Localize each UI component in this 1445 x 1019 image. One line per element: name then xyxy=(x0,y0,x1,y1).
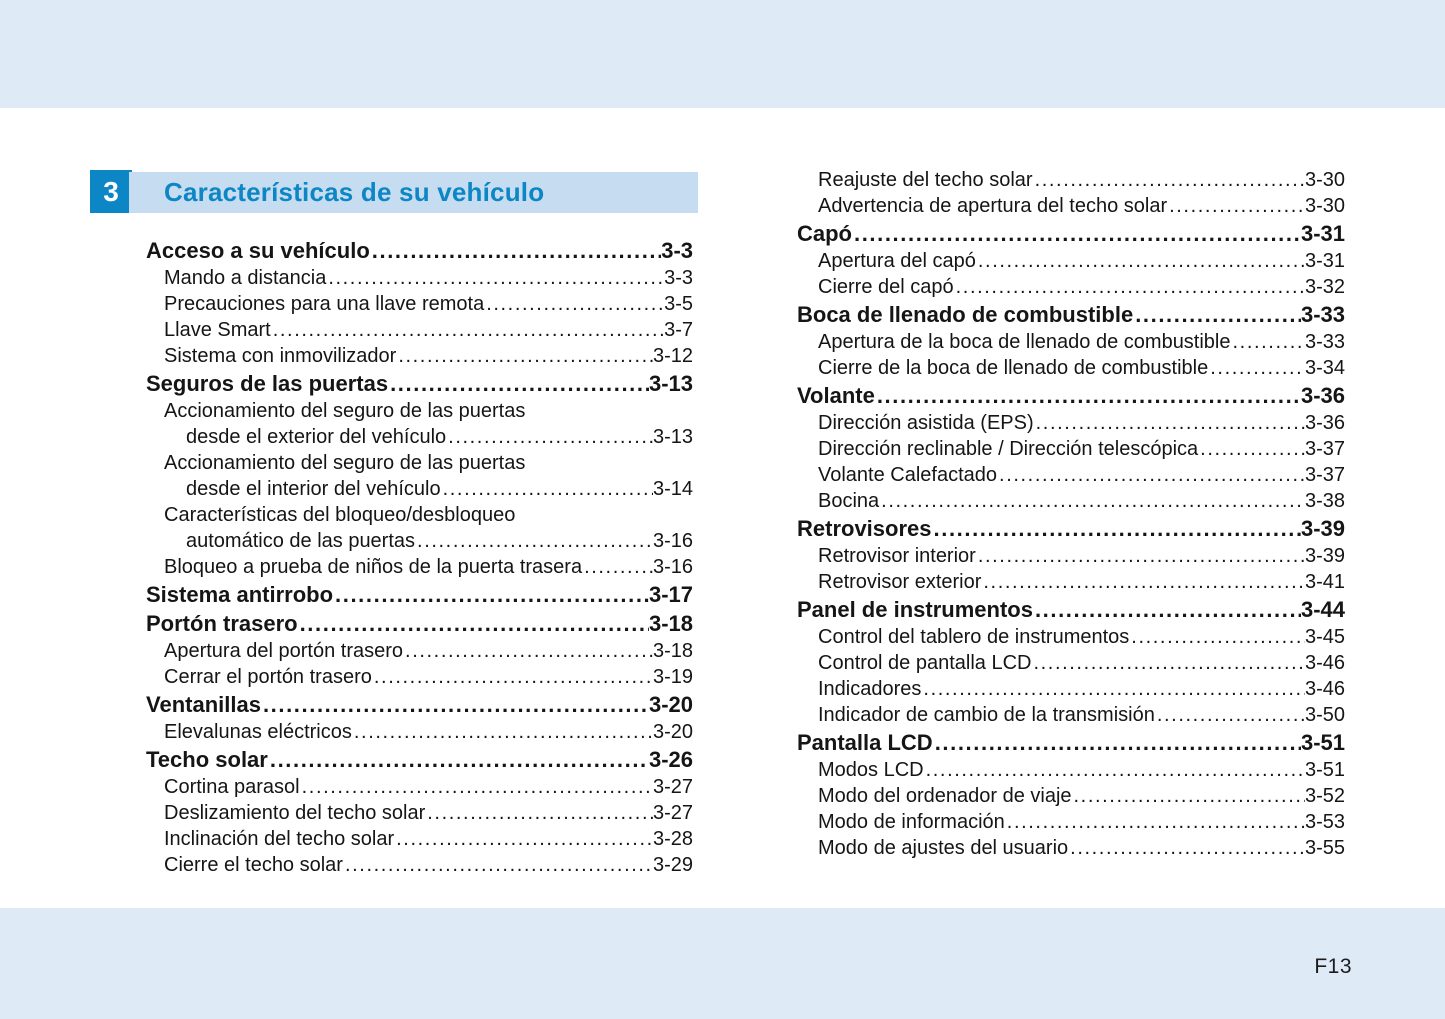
toc-section-entry xyxy=(146,745,693,774)
toc-entry-page: 3-16 xyxy=(652,556,693,578)
toc-entry-page: 3-27 xyxy=(652,802,693,824)
toc-entry-label: Características del bloqueo/desbloqueo xyxy=(164,504,516,526)
toc-sub-entry xyxy=(797,355,1345,381)
toc-sub-entry xyxy=(797,248,1345,274)
chapter-title: Características de su vehículo xyxy=(164,177,545,207)
toc-entry-label: Indicadores xyxy=(818,678,922,700)
toc-section-entry xyxy=(146,369,693,398)
chapter-number-box xyxy=(90,170,132,213)
dot-leader xyxy=(354,719,653,745)
toc-entry-page: 3-5 xyxy=(664,293,693,315)
toc-entry-label: Volante Calefactado xyxy=(818,464,998,486)
toc-entry-page: 3-18 xyxy=(648,611,693,636)
dot-leader xyxy=(926,757,1305,783)
dot-leader xyxy=(1169,193,1305,219)
toc-section-entry xyxy=(797,381,1345,410)
dot-leader xyxy=(374,664,653,690)
toc-sub-entry xyxy=(797,624,1345,650)
toc-sub-entry xyxy=(146,343,693,369)
toc-entry-page: 3-39 xyxy=(1300,516,1345,541)
dot-leader xyxy=(1131,624,1305,650)
toc-entry-page: 3-13 xyxy=(648,371,693,396)
dot-leader xyxy=(486,291,664,317)
toc-entry-label: Modo de información xyxy=(818,811,1005,833)
toc-entry-label: Sistema antirrobo xyxy=(146,582,334,607)
dot-leader xyxy=(978,248,1305,274)
dot-leader xyxy=(1007,809,1305,835)
dot-leader xyxy=(923,676,1305,702)
toc-entry-page: 3-52 xyxy=(1304,785,1345,807)
toc-entry-page: 3-3 xyxy=(661,238,693,263)
toc-section-entry xyxy=(146,236,693,265)
toc-entry-label: Retrovisor interior xyxy=(818,545,976,567)
dot-leader xyxy=(983,569,1305,595)
page-number: F13 xyxy=(1314,955,1352,978)
dot-leader xyxy=(1200,436,1305,462)
dot-leader xyxy=(1033,650,1305,676)
toc-entry-label: Advertencia de apertura del techo solar xyxy=(818,195,1168,217)
toc-entry-page: 3-36 xyxy=(1304,412,1345,434)
toc-entry-page: 3-20 xyxy=(652,721,693,743)
dot-leader xyxy=(877,381,1301,410)
toc-entry-label: Sistema con inmovilizador xyxy=(164,345,397,367)
toc-section-entry xyxy=(146,609,693,638)
toc-sub-entry xyxy=(146,476,693,502)
toc-entry-label: Apertura del portón trasero xyxy=(164,640,404,662)
toc-entry-page: 3-45 xyxy=(1304,626,1345,648)
dot-leader xyxy=(1035,595,1301,624)
toc-entry-page: 3-44 xyxy=(1300,597,1345,622)
toc-entry-label: Cierre el techo solar xyxy=(164,854,343,876)
toc-entry-label: Capó xyxy=(797,221,852,246)
toc-entry-page: 3-51 xyxy=(1304,759,1345,781)
toc-sub-entry xyxy=(797,274,1345,300)
dot-leader xyxy=(1074,783,1305,809)
dot-leader xyxy=(978,543,1305,569)
dot-leader xyxy=(390,369,649,398)
toc-section-entry xyxy=(797,595,1345,624)
toc-sub-entry xyxy=(146,852,693,878)
toc-sub-entry xyxy=(797,650,1345,676)
toc-entry-label: Techo solar xyxy=(146,747,268,772)
toc-entry-label: Inclinación del techo solar xyxy=(164,828,395,850)
toc-entry-label: Volante xyxy=(797,383,875,408)
toc-entry-page: 3-19 xyxy=(652,666,693,688)
toc-entry-label: Portón trasero xyxy=(146,611,298,636)
toc-entry-label: desde el interior del vehículo xyxy=(186,478,441,500)
toc-entry-page: 3-26 xyxy=(648,747,693,772)
toc-sub-entry xyxy=(797,543,1345,569)
toc-entry-page: 3-31 xyxy=(1304,250,1345,272)
toc-entry-label: Seguros de las puertas xyxy=(146,371,389,396)
toc-column-left xyxy=(146,236,693,878)
toc-sub-entry xyxy=(797,835,1345,861)
toc-entry-label: Modos LCD xyxy=(818,759,924,781)
toc-sub-entry xyxy=(797,462,1345,488)
toc-sub-entry xyxy=(797,702,1345,728)
dot-leader xyxy=(956,274,1305,300)
toc-sub-entry xyxy=(146,638,693,664)
toc-entry-label: Retrovisor exterior xyxy=(818,571,982,593)
toc-entry-label: Indicador de cambio de la transmisión xyxy=(818,704,1155,726)
toc-entry-label: Cortina parasol xyxy=(164,776,300,798)
toc-entry-page: 3-39 xyxy=(1304,545,1345,567)
dot-leader xyxy=(934,514,1301,543)
toc-entry-page: 3-28 xyxy=(652,828,693,850)
toc-entry-label: Llave Smart xyxy=(164,319,271,341)
toc-entry-page: 3-37 xyxy=(1304,464,1345,486)
dot-leader xyxy=(1135,300,1301,329)
dot-leader xyxy=(1036,410,1305,436)
dot-leader xyxy=(270,745,649,774)
toc-entry-page: 3-30 xyxy=(1304,195,1345,217)
toc-entry-page: 3-20 xyxy=(648,692,693,717)
toc-sub-entry xyxy=(146,424,693,450)
toc-entry-label: Cierre del capó xyxy=(818,276,954,298)
dot-leader xyxy=(302,774,653,800)
toc-entry-page: 3-13 xyxy=(652,426,693,448)
top-band xyxy=(0,0,1445,108)
dot-leader xyxy=(398,343,653,369)
toc-entry-label: Apertura del capó xyxy=(818,250,976,272)
toc-entry-label: Dirección asistida (EPS) xyxy=(818,412,1034,434)
dot-leader xyxy=(396,826,653,852)
toc-section-entry xyxy=(146,690,693,719)
toc-entry-page: 3-31 xyxy=(1300,221,1345,246)
toc-entry-label: Accionamiento del seguro de las puertas xyxy=(164,452,526,474)
toc-entry-page: 3-16 xyxy=(652,530,693,552)
dot-leader xyxy=(1157,702,1305,728)
toc-section-entry xyxy=(797,219,1345,248)
toc-entry-label: Reajuste del techo solar xyxy=(818,169,1033,191)
toc-entry-page: 3-38 xyxy=(1304,490,1345,512)
toc-section-entry xyxy=(797,728,1345,757)
dot-leader xyxy=(372,236,661,265)
toc-entry-label: automático de las puertas xyxy=(186,530,416,552)
toc-entry-label: desde el exterior del vehículo xyxy=(186,426,447,448)
toc-entry-label: Mando a distancia xyxy=(164,267,327,289)
toc-entry-label: Apertura de la boca de llenado de combustible xyxy=(818,331,1231,353)
dot-leader xyxy=(999,462,1305,488)
toc-entry-page: 3-32 xyxy=(1304,276,1345,298)
toc-sub-entry xyxy=(146,719,693,745)
dot-leader xyxy=(263,690,649,719)
toc-entry-page: 3-29 xyxy=(652,854,693,876)
dot-leader xyxy=(335,580,649,609)
toc-entry-label: Bocina xyxy=(818,490,880,512)
dot-leader xyxy=(328,265,664,291)
toc-sub-entry xyxy=(146,502,693,528)
toc-column-right xyxy=(797,167,1345,861)
toc-entry-page: 3-37 xyxy=(1304,438,1345,460)
bottom-band xyxy=(0,908,1445,1019)
dot-leader xyxy=(881,488,1305,514)
toc-entry-label: Modo del ordenador de viaje xyxy=(818,785,1072,807)
toc-entry-page: 3-3 xyxy=(664,267,693,289)
dot-leader xyxy=(854,219,1301,248)
toc-entry-page: 3-12 xyxy=(652,345,693,367)
toc-entry-label: Cierre de la boca de llenado de combustible xyxy=(818,357,1209,379)
dot-leader xyxy=(584,554,653,580)
toc-entry-label: Ventanillas xyxy=(146,692,261,717)
toc-sub-entry xyxy=(146,317,693,343)
dot-leader xyxy=(417,528,653,554)
toc-sub-entry xyxy=(797,809,1345,835)
toc-sub-entry xyxy=(797,676,1345,702)
chapter-number: 3 xyxy=(103,175,119,207)
toc-entry-label: Pantalla LCD xyxy=(797,730,933,755)
dot-leader xyxy=(1233,329,1305,355)
toc-section-entry xyxy=(146,580,693,609)
dot-leader xyxy=(448,424,653,450)
dot-leader xyxy=(1210,355,1305,381)
toc-sub-entry xyxy=(797,783,1345,809)
toc-entry-label: Control del tablero de instrumentos xyxy=(818,626,1130,648)
toc-section-entry xyxy=(797,300,1345,329)
dot-leader xyxy=(935,728,1301,757)
toc-entry-page: 3-7 xyxy=(664,319,693,341)
dot-leader xyxy=(427,800,653,826)
toc-entry-page: 3-53 xyxy=(1304,811,1345,833)
toc-entry-label: Dirección reclinable / Dirección telescópica xyxy=(818,438,1199,460)
toc-entry-page: 3-46 xyxy=(1304,678,1345,700)
toc-sub-entry xyxy=(146,826,693,852)
toc-entry-label: Bloqueo a prueba de niños de la puerta trasera xyxy=(164,556,583,578)
toc-entry-page: 3-34 xyxy=(1304,357,1345,379)
dot-leader xyxy=(405,638,653,664)
toc-entry-label: Deslizamiento del techo solar xyxy=(164,802,426,824)
dot-leader xyxy=(443,476,653,502)
toc-entry-label: Acceso a su vehículo xyxy=(146,238,370,263)
toc-sub-entry xyxy=(146,554,693,580)
toc-entry-label: Control de pantalla LCD xyxy=(818,652,1032,674)
toc-sub-entry xyxy=(797,410,1345,436)
toc-sub-entry xyxy=(146,774,693,800)
toc-sub-entry xyxy=(797,193,1345,219)
toc-entry-label: Boca de llenado de combustible xyxy=(797,302,1134,327)
toc-sub-entry xyxy=(797,757,1345,783)
toc-entry-label: Modo de ajustes del usuario xyxy=(818,837,1069,859)
toc-entry-label: Cerrar el portón trasero xyxy=(164,666,372,688)
toc-sub-entry xyxy=(146,398,693,424)
toc-entry-label: Precauciones para una llave remota xyxy=(164,293,485,315)
toc-sub-entry xyxy=(146,450,693,476)
toc-entry-page: 3-41 xyxy=(1304,571,1345,593)
toc-entry-page: 3-18 xyxy=(652,640,693,662)
toc-sub-entry xyxy=(797,167,1345,193)
toc-sub-entry xyxy=(146,664,693,690)
toc-entry-page: 3-33 xyxy=(1300,302,1345,327)
toc-entry-page: 3-36 xyxy=(1300,383,1345,408)
toc-section-entry xyxy=(797,514,1345,543)
toc-entry-label: Panel de instrumentos xyxy=(797,597,1033,622)
toc-entry-page: 3-51 xyxy=(1300,730,1345,755)
toc-entry-page: 3-27 xyxy=(652,776,693,798)
toc-entry-label: Accionamiento del seguro de las puertas xyxy=(164,400,526,422)
toc-sub-entry xyxy=(797,329,1345,355)
toc-entry-page: 3-17 xyxy=(648,582,693,607)
toc-entry-page: 3-30 xyxy=(1304,169,1345,191)
toc-sub-entry xyxy=(797,488,1345,514)
dot-leader xyxy=(1035,167,1305,193)
dot-leader xyxy=(300,609,649,638)
toc-sub-entry xyxy=(146,291,693,317)
toc-entry-page: 3-55 xyxy=(1304,837,1345,859)
dot-leader xyxy=(273,317,664,343)
toc-sub-entry xyxy=(797,436,1345,462)
toc-sub-entry xyxy=(146,265,693,291)
toc-entry-page: 3-33 xyxy=(1304,331,1345,353)
toc-entry-label: Elevalunas eléctricos xyxy=(164,721,352,743)
dot-leader xyxy=(345,852,653,878)
toc-entry-page: 3-46 xyxy=(1304,652,1345,674)
toc-entry-label: Retrovisores xyxy=(797,516,932,541)
toc-sub-entry xyxy=(146,528,693,554)
toc-sub-entry xyxy=(797,569,1345,595)
chapter-title-bar xyxy=(129,172,698,213)
toc-sub-entry xyxy=(146,800,693,826)
toc-entry-page: 3-14 xyxy=(652,478,693,500)
dot-leader xyxy=(1070,835,1305,861)
toc-entry-page: 3-50 xyxy=(1304,704,1345,726)
